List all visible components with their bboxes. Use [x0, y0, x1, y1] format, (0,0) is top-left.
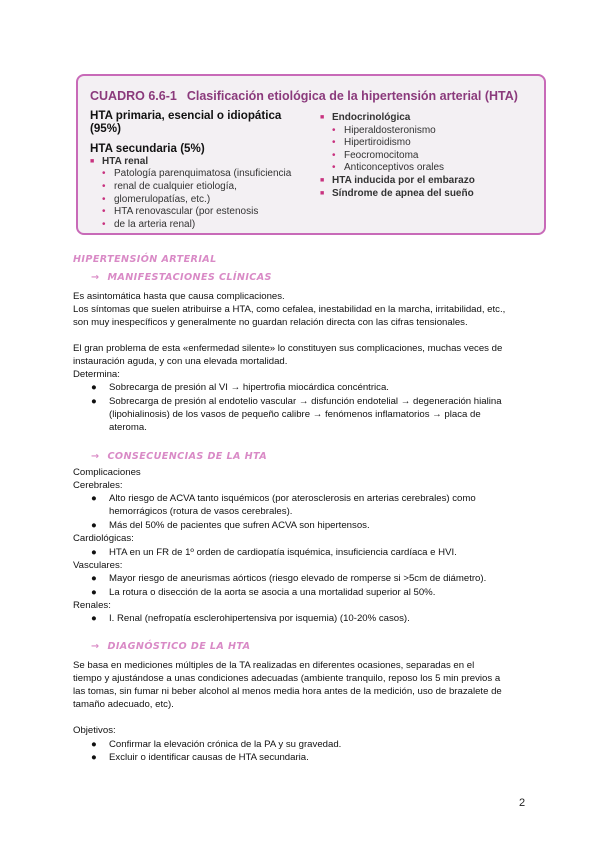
- paragraph: Es asintomática hasta que causa complicaciones.: [73, 291, 285, 302]
- box-title: [90, 89, 518, 103]
- paragraph: Los síntomas que suelen atribuirse a HTA, como cefalea, inestabilidad en la marcha, irritabilidad, etc.,: [73, 304, 506, 315]
- endo-item: • Hipertiroidismo: [320, 137, 540, 150]
- label: Cardiológicas:: [73, 533, 134, 544]
- classification-box: [76, 74, 546, 235]
- renal-item-cont: • glomerulopatías, etc.): [90, 194, 300, 207]
- renal-item: • HTA renovascular (por estenosis: [90, 206, 300, 219]
- label: Determina:: [73, 369, 120, 380]
- paragraph: tamaño adecuado, etc).: [73, 699, 174, 710]
- label: Objetivos:: [73, 725, 116, 736]
- renal-heading: ■ HTA renal: [90, 156, 300, 169]
- renal-item-cont: • de la arteria renal): [90, 219, 300, 232]
- box-number: CUADRO 6.6-1: [90, 89, 177, 103]
- label: Renales:: [73, 600, 111, 611]
- renal-item: • Patología parenquimatosa (insuficiencia: [90, 168, 300, 181]
- endo-item: • Feocromocitoma: [320, 150, 540, 163]
- sleep-apnea: ■ Síndrome de apnea del sueño: [320, 188, 540, 201]
- section-consecuencias: → CONSECUENCIAS DE LA HTA: [91, 451, 268, 462]
- paragraph: tiempo y ajustándose a unas condiciones adecuadas (ambiente tranquilo, reposo los 5 min previos a: [73, 673, 501, 684]
- endo-item: • Hiperaldosteronismo: [320, 125, 540, 138]
- paragraph: instauración aguda, y con una elevada mortalidad.: [73, 356, 288, 367]
- arrow-icon: →: [91, 451, 100, 462]
- arrow-icon: →: [91, 641, 100, 652]
- primary-hta: HTA primaria, esencial o idiopática (95%): [90, 109, 282, 135]
- pregnancy-hta: ■ HTA inducida por el embarazo: [320, 175, 540, 188]
- paragraph: son muy inespecíficos y generalmente no guardan relación directa con las cifras tensionales.: [73, 317, 468, 328]
- box-right-column: [320, 112, 540, 200]
- arrow-icon: →: [91, 272, 100, 283]
- label: Cerebrales:: [73, 480, 123, 491]
- paragraph: las tomas, sin fumar ni beber alcohol al menos media hora antes de la medición, uso de brazalete de: [73, 686, 502, 697]
- main-title: HIPERTENSIÓN ARTERIAL: [73, 254, 217, 265]
- endo-item: • Anticonceptivos orales: [320, 162, 540, 175]
- endo-heading: ■ Endocrinológica: [320, 112, 540, 125]
- label: Vasculares:: [73, 560, 123, 571]
- label: Complicaciones: [73, 467, 141, 478]
- section-manifestaciones: → MANIFESTACIONES CLÍNICAS: [91, 272, 272, 283]
- section-diagnostico: → DIAGNÓSTICO DE LA HTA: [91, 641, 251, 652]
- paragraph: Se basa en mediciones múltiples de la TA realizadas en diferentes ocasiones, separadas en el: [73, 660, 475, 671]
- paragraph: El gran problema de esta «enfermedad silente» lo constituyen sus complicaciones, muchas veces de: [73, 343, 503, 354]
- box-title-text: Clasificación etiológica de la hipertensión arterial (HTA): [186, 89, 518, 103]
- secondary-hta: HTA secundaria (5%): [90, 142, 205, 156]
- renal-item-cont: • renal de cualquier etiología,: [90, 181, 300, 194]
- page-number: 2: [519, 797, 526, 809]
- box-left-column: [90, 110, 300, 231]
